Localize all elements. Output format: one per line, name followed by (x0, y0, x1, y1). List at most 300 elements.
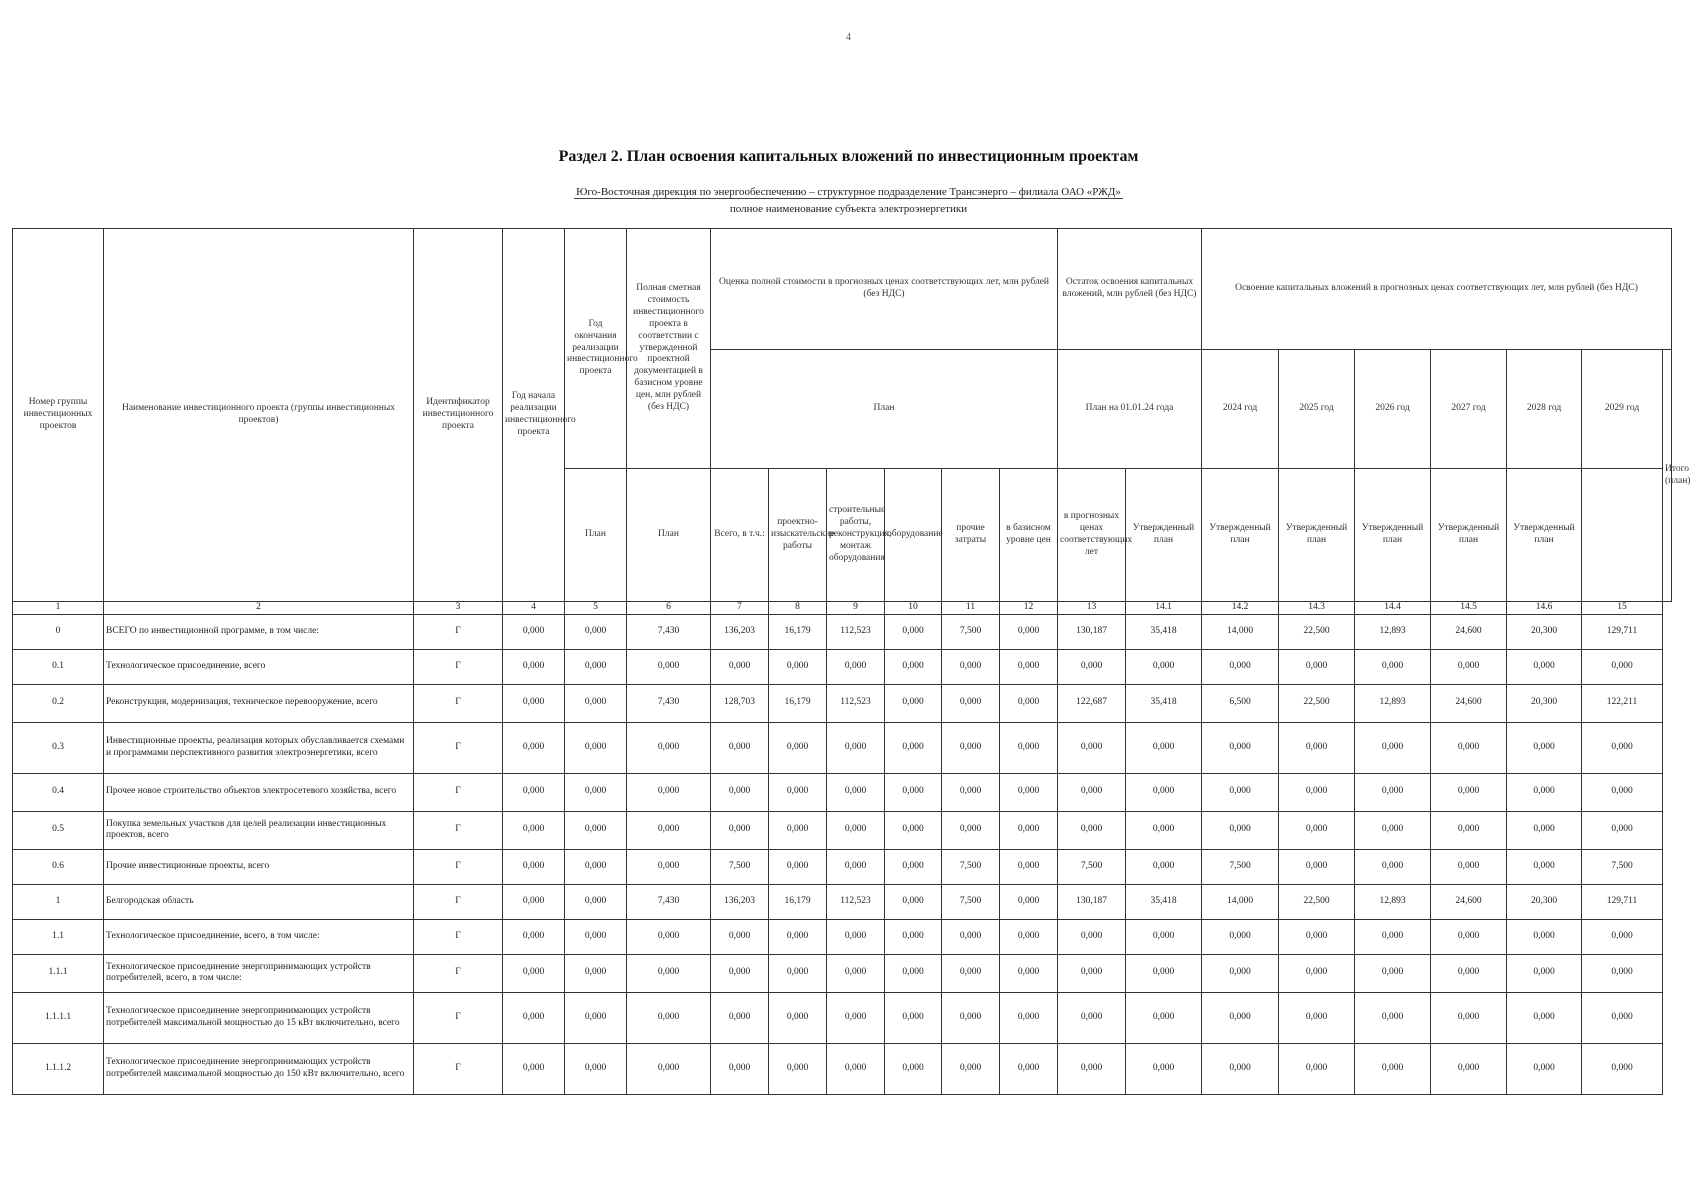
row-value: 20,300 (1507, 614, 1582, 649)
row-value: 0,000 (1000, 919, 1058, 954)
table-row (13, 811, 1672, 849)
table-row (13, 722, 1672, 773)
table-row (13, 992, 1672, 1043)
row-value: 0,000 (1582, 919, 1663, 954)
header-full-estimate: Полная сметная стоимость инвестиционного проекта в соответствии с утвержденной проектной документацией в базисном уровне цен, млн рублей (без НДС) (627, 229, 711, 469)
row-value: 0,000 (1582, 773, 1663, 811)
column-number: 10 (885, 602, 942, 615)
row-value: 0,000 (1355, 649, 1431, 684)
header-identifier: Идентификатор инвестиционного проекта (414, 229, 503, 602)
row-value: 0,000 (711, 811, 769, 849)
row-value: 24,600 (1431, 684, 1507, 722)
page-title: Раздел 2. План освоения капитальных вложений по инвестиционным проектам (558, 148, 1139, 165)
row-value: 0,000 (769, 1043, 827, 1094)
row-value: 0,000 (885, 1043, 942, 1094)
header-approved-plan: Утвержденный план (1355, 469, 1431, 602)
row-value: 0,000 (711, 1043, 769, 1094)
row-value: 0,000 (503, 773, 565, 811)
row-value: 0,000 (885, 992, 942, 1043)
row-value: 0,000 (503, 811, 565, 849)
row-value: 0,000 (827, 919, 885, 954)
row-identifier: Г (414, 773, 503, 811)
row-value: 0,000 (827, 1043, 885, 1094)
row-value: 35,418 (1126, 884, 1202, 919)
row-value: 0,000 (942, 773, 1000, 811)
row-value: 0,000 (1000, 684, 1058, 722)
row-project-name: Реконструкция, модернизация, техническое перевооружение, всего (104, 684, 414, 722)
header-construction: строительные работы, реконструкция, монтаж оборудования (827, 469, 885, 602)
row-value: 0,000 (627, 849, 711, 884)
row-value: 7,500 (1058, 849, 1126, 884)
row-project-name: Технологическое присоединение энергопринимающих устройств потребителей, всего, в том числе: (104, 954, 414, 992)
row-value: 0,000 (885, 684, 942, 722)
header-approved-plan: Утвержденный план (1431, 469, 1507, 602)
row-value: 0,000 (1202, 919, 1279, 954)
row-value: 0,000 (1202, 649, 1279, 684)
row-value: 0,000 (503, 849, 565, 884)
row-value: 0,000 (711, 992, 769, 1043)
row-identifier: Г (414, 1043, 503, 1094)
row-value: 0,000 (1058, 773, 1126, 811)
row-value: 24,600 (1431, 884, 1507, 919)
row-value: 0,000 (1507, 1043, 1582, 1094)
row-value: 0,000 (627, 954, 711, 992)
header-approved-plan: Утвержденный план (1126, 469, 1202, 602)
header-approved-plan: Утвержденный план (1507, 469, 1582, 602)
row-value: 20,300 (1507, 884, 1582, 919)
table-row (13, 884, 1672, 919)
subject-name (0, 186, 1697, 198)
row-value: 0,000 (1202, 1043, 1279, 1094)
row-value: 0,000 (885, 722, 942, 773)
row-value: 122,211 (1582, 684, 1663, 722)
row-value: 7,500 (942, 849, 1000, 884)
row-value: 0,000 (1355, 992, 1431, 1043)
row-value: 112,523 (827, 684, 885, 722)
row-value: 0,000 (1582, 649, 1663, 684)
header-end-year-plan: План (565, 469, 627, 602)
row-value: 0,000 (1202, 954, 1279, 992)
header-plan: План (711, 350, 1058, 469)
row-value: 0,000 (1279, 954, 1355, 992)
column-number: 15 (1582, 602, 1663, 615)
row-value: 0,000 (769, 849, 827, 884)
row-value: 0,000 (711, 773, 769, 811)
row-number: 0.2 (13, 684, 104, 722)
row-identifier: Г (414, 992, 503, 1043)
row-value: 0,000 (1126, 722, 1202, 773)
column-number: 6 (627, 602, 711, 615)
row-value: 0,000 (1000, 954, 1058, 992)
row-value: 0,000 (1431, 1043, 1507, 1094)
row-value: 0,000 (1058, 649, 1126, 684)
row-value: 0,000 (1279, 849, 1355, 884)
table-row (13, 954, 1672, 992)
row-value: 0,000 (1507, 919, 1582, 954)
row-value: 0,000 (1279, 1043, 1355, 1094)
row-value: 112,523 (827, 614, 885, 649)
row-value: 0,000 (1507, 954, 1582, 992)
row-number: 1.1.1.1 (13, 992, 104, 1043)
row-value: 0,000 (503, 919, 565, 954)
row-value: 0,000 (1431, 992, 1507, 1043)
row-value: 0,000 (885, 919, 942, 954)
row-value: 0,000 (1126, 919, 1202, 954)
table-row (13, 614, 1672, 649)
row-value: 0,000 (827, 849, 885, 884)
header-year-2025: 2025 год (1279, 350, 1355, 469)
row-value: 0,000 (769, 649, 827, 684)
row-number: 0.4 (13, 773, 104, 811)
row-number: 0.5 (13, 811, 104, 849)
header-year-2027: 2027 год (1431, 350, 1507, 469)
row-value: 0,000 (1058, 811, 1126, 849)
row-value: 0,000 (1582, 1043, 1663, 1094)
column-number: 11 (942, 602, 1000, 615)
column-number-row (13, 602, 1672, 615)
row-value: 0,000 (1126, 773, 1202, 811)
row-value: 0,000 (1000, 992, 1058, 1043)
row-value: 12,893 (1355, 614, 1431, 649)
row-value: 0,000 (1431, 954, 1507, 992)
page-number: 4 (846, 32, 851, 43)
row-value: 0,000 (1355, 773, 1431, 811)
row-value: 128,703 (711, 684, 769, 722)
row-identifier: Г (414, 849, 503, 884)
header-estimate-plan: План (627, 469, 711, 602)
row-value: 0,000 (769, 773, 827, 811)
row-number: 1 (13, 884, 104, 919)
row-value: 0,000 (1431, 773, 1507, 811)
row-number: 1.1.1 (13, 954, 104, 992)
row-value: 35,418 (1126, 684, 1202, 722)
column-number: 2 (104, 602, 414, 615)
row-value: 6,500 (1202, 684, 1279, 722)
row-value: 0,000 (885, 614, 942, 649)
row-value: 0,000 (827, 992, 885, 1043)
row-value: 0,000 (769, 992, 827, 1043)
subject-caption: полное наименование субъекта электроэнергетики (729, 203, 968, 215)
row-value: 0,000 (885, 849, 942, 884)
row-value: 0,000 (1507, 811, 1582, 849)
header-approved-plan: Утвержденный план (1202, 469, 1279, 602)
row-value: 0,000 (1355, 722, 1431, 773)
column-number: 14.6 (1507, 602, 1582, 615)
column-number: 9 (827, 602, 885, 615)
header-start-year: Год начала реализации инвестиционного проекта (503, 229, 565, 602)
row-value: 14,000 (1202, 884, 1279, 919)
row-value: 0,000 (565, 773, 627, 811)
row-value: 0,000 (711, 954, 769, 992)
row-value: 0,000 (1431, 919, 1507, 954)
row-value: 0,000 (942, 919, 1000, 954)
capex-plan-table (12, 228, 1691, 1095)
row-value: 0,000 (1279, 773, 1355, 811)
header-year-2029: 2029 год (1582, 350, 1663, 469)
row-value: 0,000 (1058, 919, 1126, 954)
header-total-plan: Итого (план) (1663, 350, 1672, 602)
row-value: 0,000 (1000, 614, 1058, 649)
subject-name-text: Юго-Восточная дирекция по энергообеспечению – структурное подразделение Трансэнерго – филиала ОАО «РЖД» (576, 186, 1121, 198)
row-value: 16,179 (769, 684, 827, 722)
header-year-2026: 2026 год (1355, 350, 1431, 469)
row-value: 0,000 (1126, 992, 1202, 1043)
row-number: 1.1.1.2 (13, 1043, 104, 1094)
column-number: 14.1 (1126, 602, 1202, 615)
column-number: 5 (565, 602, 627, 615)
row-value: 0,000 (565, 684, 627, 722)
row-identifier: Г (414, 919, 503, 954)
row-value: 0,000 (1431, 722, 1507, 773)
row-value: 0,000 (1507, 849, 1582, 884)
header-base-prices: в базисном уровне цен (1000, 469, 1058, 602)
row-value: 0,000 (1507, 773, 1582, 811)
header-other: прочие затраты (942, 469, 1000, 602)
row-number: 0 (13, 614, 104, 649)
row-value: 0,000 (565, 614, 627, 649)
table-row (13, 684, 1672, 722)
table-body (13, 614, 1672, 1094)
row-value: 7,430 (627, 884, 711, 919)
row-value: 0,000 (1000, 649, 1058, 684)
row-value: 129,711 (1582, 614, 1663, 649)
row-value: 0,000 (885, 954, 942, 992)
row-value: 0,000 (627, 773, 711, 811)
row-value: 122,687 (1058, 684, 1126, 722)
row-value: 7,500 (711, 849, 769, 884)
row-value: 0,000 (1582, 954, 1663, 992)
row-value: 0,000 (627, 919, 711, 954)
row-value: 0,000 (565, 992, 627, 1043)
row-value: 0,000 (1279, 811, 1355, 849)
row-value: 0,000 (1058, 954, 1126, 992)
row-value: 0,000 (885, 649, 942, 684)
row-value: 0,000 (942, 684, 1000, 722)
row-value: 0,000 (942, 649, 1000, 684)
row-value: 16,179 (769, 614, 827, 649)
row-value: 7,500 (942, 884, 1000, 919)
row-number: 0.3 (13, 722, 104, 773)
row-value: 0,000 (1507, 649, 1582, 684)
row-value: 0,000 (1202, 992, 1279, 1043)
row-value: 0,000 (769, 919, 827, 954)
column-number: 14.4 (1355, 602, 1431, 615)
row-value: 0,000 (1279, 649, 1355, 684)
row-value: 0,000 (827, 954, 885, 992)
row-value: 0,000 (942, 722, 1000, 773)
row-value: 0,000 (1126, 649, 1202, 684)
row-value: 0,000 (1355, 1043, 1431, 1094)
row-value: 0,000 (1431, 811, 1507, 849)
row-number: 1.1 (13, 919, 104, 954)
row-value: 0,000 (627, 722, 711, 773)
row-value: 0,000 (885, 884, 942, 919)
row-value: 0,000 (1000, 722, 1058, 773)
row-value: 7,430 (627, 614, 711, 649)
column-number: 14.3 (1279, 602, 1355, 615)
column-number: 14.2 (1202, 602, 1279, 615)
row-value: 129,711 (1582, 884, 1663, 919)
row-value: 0,000 (1202, 773, 1279, 811)
row-value: 0,000 (1058, 1043, 1126, 1094)
header-remaining: Остаток освоения капитальных вложений, млн рублей (без НДС) (1058, 229, 1202, 350)
row-project-name: Технологическое присоединение, всего (104, 649, 414, 684)
row-value: 0,000 (827, 811, 885, 849)
row-value: 0,000 (565, 954, 627, 992)
row-value: 0,000 (1000, 773, 1058, 811)
row-identifier: Г (414, 811, 503, 849)
row-value: 0,000 (711, 919, 769, 954)
row-value: 20,300 (1507, 684, 1582, 722)
row-value: 0,000 (1431, 649, 1507, 684)
row-identifier: Г (414, 884, 503, 919)
row-project-name: Технологическое присоединение энергопринимающих устройств потребителей максимальной мощностью до 150 кВт включительно, всего (104, 1043, 414, 1094)
column-number: 3 (414, 602, 503, 615)
row-value: 7,500 (1202, 849, 1279, 884)
row-value: 7,500 (942, 614, 1000, 649)
row-number: 0.6 (13, 849, 104, 884)
row-identifier: Г (414, 684, 503, 722)
row-value: 0,000 (503, 954, 565, 992)
table-row (13, 773, 1672, 811)
column-number: 8 (769, 602, 827, 615)
row-value: 0,000 (827, 722, 885, 773)
row-value: 0,000 (565, 919, 627, 954)
row-value: 0,000 (1279, 919, 1355, 954)
row-value: 0,000 (711, 722, 769, 773)
row-value: 0,000 (1355, 954, 1431, 992)
row-value: 0,000 (627, 1043, 711, 1094)
row-value: 136,203 (711, 614, 769, 649)
row-value: 0,000 (503, 884, 565, 919)
row-project-name: Белгородская область (104, 884, 414, 919)
row-project-name: Инвестиционные проекты, реализация которых обуславливается схемами и программами перспективного развития электроэнергетики, всего (104, 722, 414, 773)
row-value: 112,523 (827, 884, 885, 919)
row-value: 22,500 (1279, 614, 1355, 649)
row-value: 0,000 (1582, 992, 1663, 1043)
row-value: 0,000 (503, 1043, 565, 1094)
row-project-name: Технологическое присоединение, всего, в том числе: (104, 919, 414, 954)
row-project-name: Покупка земельных участков для целей реализации инвестиционных проектов, всего (104, 811, 414, 849)
header-design: проектно-изыскательские работы (769, 469, 827, 602)
header-year-2028: 2028 год (1507, 350, 1582, 469)
row-value: 0,000 (1582, 811, 1663, 849)
row-value: 22,500 (1279, 684, 1355, 722)
row-value: 35,418 (1126, 614, 1202, 649)
row-value: 0,000 (827, 773, 885, 811)
column-number: 1 (13, 602, 104, 615)
header-approved-plan: Утвержденный план (1279, 469, 1355, 602)
column-number: 14.5 (1431, 602, 1507, 615)
column-number: 4 (503, 602, 565, 615)
table-row (13, 919, 1672, 954)
header-forecast-prices: в прогнозных ценах соответствующих лет (1058, 469, 1126, 602)
row-value: 0,000 (827, 649, 885, 684)
header-full-cost: Оценка полной стоимости в прогнозных ценах соответствующих лет, млн рублей (без НДС) (711, 229, 1058, 350)
row-value: 0,000 (1126, 811, 1202, 849)
row-value: 0,000 (1058, 722, 1126, 773)
header-capex: Освоение капитальных вложений в прогнозных ценах соответствующих лет, млн рублей (без НДС) (1202, 229, 1672, 350)
header-year-2024: 2024 год (1202, 350, 1279, 469)
row-value: 0,000 (1355, 811, 1431, 849)
row-value: 0,000 (565, 884, 627, 919)
row-project-name: ВСЕГО по инвестиционной программе, в том числе: (104, 614, 414, 649)
row-value: 0,000 (1126, 1043, 1202, 1094)
row-value: 0,000 (769, 811, 827, 849)
row-value: 0,000 (503, 649, 565, 684)
row-identifier: Г (414, 649, 503, 684)
column-number: 13 (1058, 602, 1126, 615)
header-project-name: Наименование инвестиционного проекта (группы инвестиционных проектов) (104, 229, 414, 602)
row-value: 24,600 (1431, 614, 1507, 649)
row-value: 7,430 (627, 684, 711, 722)
row-value: 0,000 (503, 992, 565, 1043)
table-row (13, 649, 1672, 684)
row-project-name: Прочие инвестиционные проекты, всего (104, 849, 414, 884)
row-value: 0,000 (942, 811, 1000, 849)
row-value: 0,000 (565, 722, 627, 773)
row-value: 0,000 (1279, 722, 1355, 773)
row-value: 0,000 (1000, 811, 1058, 849)
row-value: 0,000 (503, 614, 565, 649)
row-value: 0,000 (942, 1043, 1000, 1094)
row-value: 0,000 (1507, 992, 1582, 1043)
header-end-year: Год окончания реализации инвестиционного проекта (565, 229, 627, 469)
row-value: 0,000 (1582, 722, 1663, 773)
row-value: 130,187 (1058, 614, 1126, 649)
row-value: 7,500 (1582, 849, 1663, 884)
column-number: 7 (711, 602, 769, 615)
header-equipment: оборудование (885, 469, 942, 602)
row-value: 0,000 (1126, 849, 1202, 884)
row-value: 0,000 (503, 684, 565, 722)
row-project-name: Прочее новое строительство объектов электросетевого хозяйства, всего (104, 773, 414, 811)
row-value: 0,000 (942, 954, 1000, 992)
row-value: 0,000 (1058, 992, 1126, 1043)
header-group-number: Номер группы инвестиционных проектов (13, 229, 104, 602)
row-value: 0,000 (565, 811, 627, 849)
row-value: 0,000 (627, 811, 711, 849)
row-value: 0,000 (1000, 1043, 1058, 1094)
row-value: 14,000 (1202, 614, 1279, 649)
row-value: 0,000 (1202, 722, 1279, 773)
row-value: 12,893 (1355, 684, 1431, 722)
row-value: 0,000 (1279, 992, 1355, 1043)
row-value: 22,500 (1279, 884, 1355, 919)
row-value: 136,203 (711, 884, 769, 919)
row-value: 0,000 (503, 722, 565, 773)
table-row (13, 1043, 1672, 1094)
row-value: 0,000 (1507, 722, 1582, 773)
row-number: 0.1 (13, 649, 104, 684)
column-number: 12 (1000, 602, 1058, 615)
row-identifier: Г (414, 722, 503, 773)
row-project-name: Технологическое присоединение энергопринимающих устройств потребителей максимальной мощностью до 15 кВт включительно, всего (104, 992, 414, 1043)
row-value: 0,000 (769, 722, 827, 773)
row-value: 130,187 (1058, 884, 1126, 919)
row-value: 0,000 (711, 649, 769, 684)
row-value: 0,000 (1202, 811, 1279, 849)
row-identifier: Г (414, 954, 503, 992)
row-value: 0,000 (627, 649, 711, 684)
row-value: 0,000 (1000, 849, 1058, 884)
row-value: 0,000 (1355, 849, 1431, 884)
row-value: 0,000 (1000, 884, 1058, 919)
row-value: 0,000 (565, 849, 627, 884)
row-value: 0,000 (1355, 919, 1431, 954)
row-value: 0,000 (885, 773, 942, 811)
row-value: 16,179 (769, 884, 827, 919)
